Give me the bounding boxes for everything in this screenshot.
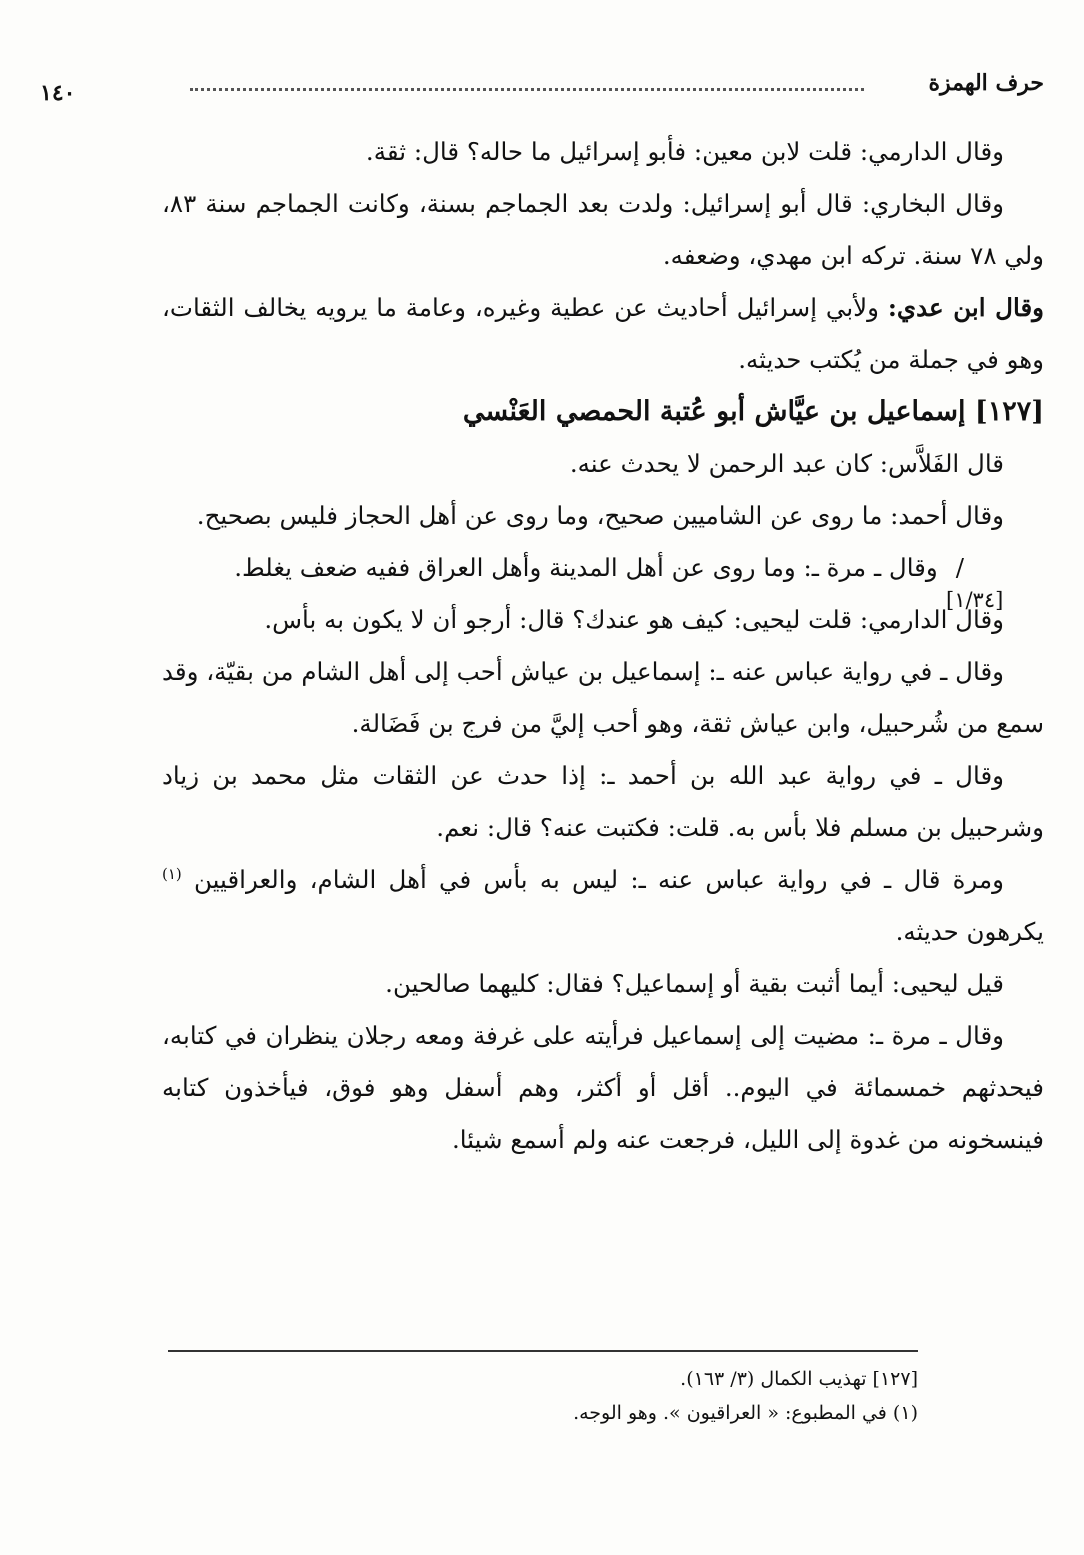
footnote-rule <box>168 1350 918 1352</box>
paragraph: قيل ليحيى: أيما أثبت بقية أو إسماعيل؟ فقال: كليهما صالحين. <box>385 969 1004 998</box>
entry-heading: [١٢٧] إسماعيل بن عيَّاش أبو عُتبة الحمصي العَنْسي <box>462 396 1044 427</box>
margin-reference: [١/٣٤] <box>946 588 1004 612</box>
section-title: حرف الهمزة <box>928 70 1044 96</box>
footnotes <box>168 1362 918 1430</box>
paragraph <box>162 854 1044 958</box>
paragraph: وقال البخاري: قال أبو إسرائيل: ولدت بعد الجماجم بسنة، وكانت الجماجم سنة ٨٣، ولي ٧٨ سنة. تركه ابن مهدي، وضعفه. <box>162 189 1044 270</box>
footnote: [١٢٧] تهذيب الكمال (٣/ ١٦٣). <box>680 1368 918 1390</box>
paragraph-text: يكرهون حديثه. <box>895 917 1044 946</box>
paragraph: وقال أحمد: ما روى عن الشاميين صحيح، وما روى عن أهل الحجاز فليس بصحيح. <box>196 501 1004 530</box>
paragraph-text: وقال ـ مرة ـ: وما روى عن أهل المدينة وأهل العراق ففيه ضعف يغلط. <box>234 553 938 582</box>
paragraph: وقال الدارمي: قلت ليحيى: كيف هو عندك؟ قال: أرجو أن لا يكون به بأس. <box>264 605 1004 634</box>
paragraph: وقال ـ مرة ـ: مضيت إلى إسماعيل فرأيته على غرفة ومعه رجلان ينظران في كتابه، فيحدثهم خمسمائة في اليوم.. أقل أو أكثر، وهم أسفل وهو فوق، فيأخذون كتابه فينسخونه من غدوة إلى الليل، فرجعت عنه ولم أسمع شيئا. <box>162 1021 1044 1154</box>
paragraph-lead: وقال ابن عدي: <box>887 293 1044 322</box>
main-text <box>162 126 1044 1166</box>
paragraph: وقال ـ في رواية عبد الله بن أحمد ـ: إذا حدث عن الثقات مثل محمد بن زياد وشرحبيل بن مسلم فلا بأس به. قلت: فكتبت عنه؟ قال: نعم. <box>162 761 1044 842</box>
paragraph: قال الفَلاَّس: كان عبد الرحمن لا يحدث عنه. <box>569 449 1004 478</box>
paragraph-text: ومرة قال ـ في رواية عباس عنه ـ: ليس به بأس في أهل الشام، والعراقيين <box>194 865 1004 894</box>
footnote-ref: (١) <box>162 864 182 883</box>
page-break-mark: / <box>955 553 964 582</box>
paragraph <box>162 282 1044 386</box>
paragraph <box>162 542 1044 594</box>
paragraph: وقال الدارمي: قلت لابن معين: فأبو إسرائيل ما حاله؟ قال: ثقة. <box>365 137 1004 166</box>
footnote: (١) في المطبوع: « العراقيون ». وهو الوجه. <box>573 1402 918 1424</box>
page-number: ١٤٠ <box>40 80 76 106</box>
paragraph: وقال ـ في رواية عباس عنه ـ: إسماعيل بن عياش أحب إلى أهل الشام من بقيّة، وقد سمع من شُرحبيل، وابن عياش ثقة، وهو أحب إليَّ من فرج بن فَضَالة. <box>162 657 1044 738</box>
paragraph-text: ولأبي إسرائيل أحاديث عن عطية وغيره، وعامة ما يرويه يخالف الثقات، وهو في جملة من يُكتب حديثه. <box>162 293 1044 374</box>
header-rule <box>190 88 864 91</box>
page-header <box>40 66 1044 106</box>
